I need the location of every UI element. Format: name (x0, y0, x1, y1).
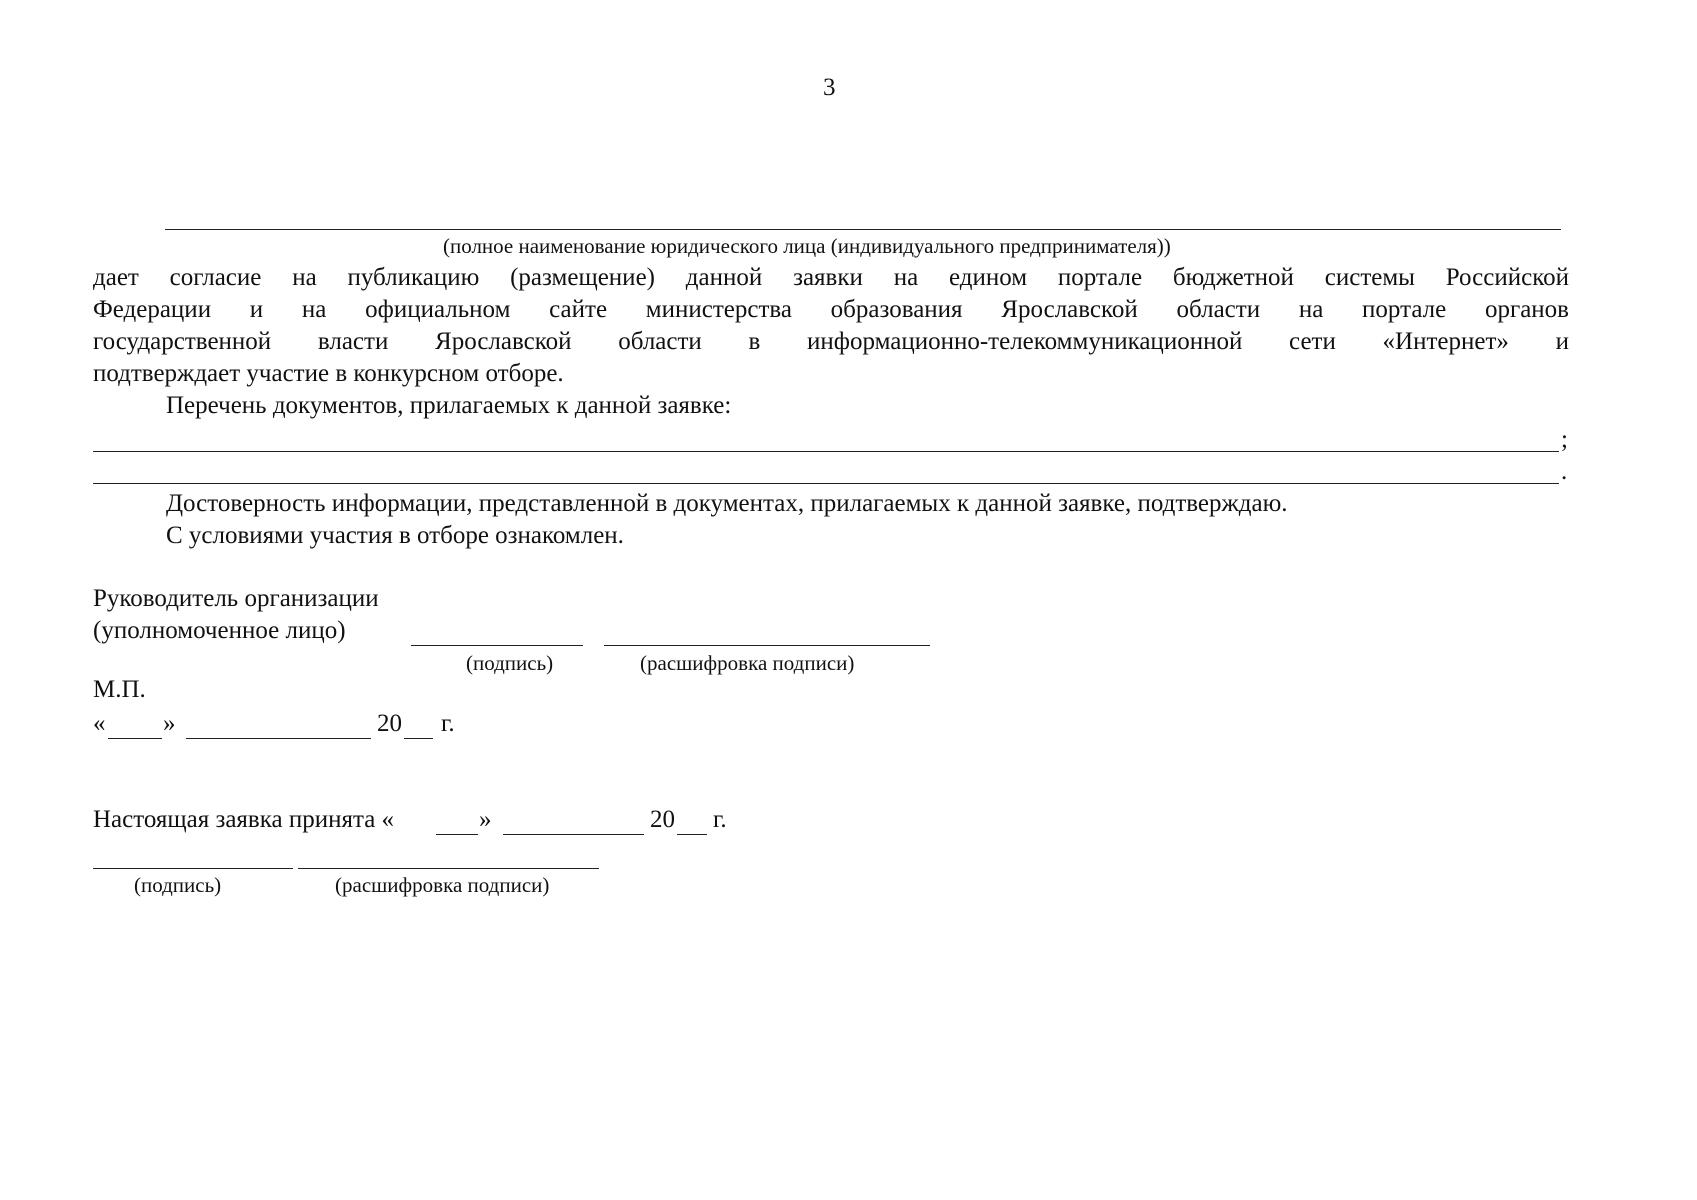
consent-line-1: дает согласие на публикацию (размещение) данной заявки на едином портале бюджетной системы Российской (93, 264, 1569, 291)
accepted-month-blank (503, 834, 644, 835)
documents-list-label: Перечень документов, прилагаемых к данной заявке: (166, 392, 732, 419)
bottom-decode-caption: (расшифровка подписи) (335, 873, 550, 897)
org-name-caption: (полное наименование юридического лица (индивидуального предпринимателя)) (443, 234, 1171, 258)
accepted-year-suffix: г. (713, 806, 727, 833)
date-day-blank (108, 738, 162, 739)
consent-line-2: Федерации и на официальном сайте министерства образования Ярославской области на портале органов (93, 296, 1569, 323)
accepted-text: Настоящая заявка принята « (93, 806, 395, 833)
date-year-suffix: г. (441, 710, 455, 737)
document-blank-line-1 (93, 451, 1559, 452)
page-number: 3 (823, 74, 836, 101)
bottom-signature-caption: (подпись) (134, 873, 222, 897)
head-title: Руководитель организации (93, 585, 379, 612)
accepted-year-blank (677, 834, 707, 835)
document-line-1-end: ; (1561, 426, 1568, 453)
head-decode-line (604, 645, 930, 646)
date-open-quote: « (93, 710, 106, 737)
date-month-blank (186, 738, 371, 739)
date-year-blank (404, 738, 433, 739)
head-signature-caption: (подпись) (466, 651, 554, 675)
date-close-quote: » (163, 710, 176, 737)
consent-line-3: государственной власти Ярославской области в информационно-телекоммуникационной сети «Интернет» и (93, 328, 1569, 355)
head-signature-line (411, 645, 583, 646)
stamp-place: М.П. (93, 676, 146, 703)
consent-line-4: подтверждает участие в конкурсном отборе. (93, 360, 564, 387)
document-blank-line-2 (93, 483, 1559, 484)
reliability-statement: Достоверность информации, представленной в документах, прилагаемых к данной заявке, подтверждаю. (166, 490, 1288, 517)
document-line-2-end: . (1561, 458, 1568, 485)
org-name-blank-line (165, 229, 1561, 230)
accepted-day-blank (436, 834, 478, 835)
accepted-year-prefix: 20 (650, 806, 675, 833)
date-year-prefix: 20 (377, 710, 402, 737)
bottom-signature-line (93, 868, 293, 869)
head-decode-caption: (расшифровка подписи) (640, 651, 855, 675)
bottom-decode-line (298, 868, 599, 869)
head-person: (уполномоченное лицо) (93, 617, 346, 644)
accepted-close-quote: » (479, 806, 492, 833)
conditions-statement: С условиями участия в отборе ознакомлен. (166, 522, 624, 549)
